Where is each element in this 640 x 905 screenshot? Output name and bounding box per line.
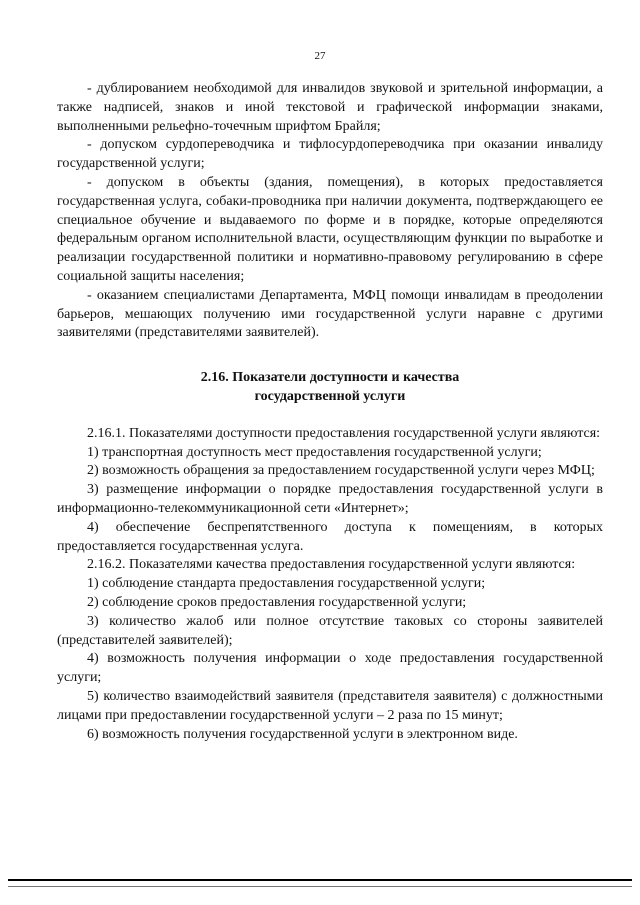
section-title (57, 369, 603, 407)
list-item: 6) возможность получения государственной услуги в электронном виде. (87, 726, 518, 742)
scan-edge-line-secondary (8, 886, 632, 887)
list-item: 3) размещение информации о порядке предоставления государственной услуги в информационно-телекоммуникационной сети «Интернет»; (57, 482, 603, 516)
list-item: 1) транспортная доступность мест предоставления государственной услуги; (87, 444, 542, 460)
list-item: 4) возможность получения информации о ходе предоставления государственной услуги; (57, 651, 603, 686)
section-title-line-1: 2.16. Показатели доступности и качества (200, 370, 460, 386)
list-item: 3) количество жалоб или полное отсутствие таковых со стороны заявителей (представителей заявителей); (57, 613, 603, 648)
paragraph: - допуском в объекты (здания, помещения), в которых предоставляется государственная услуга, собаки-проводника при наличии документа, подтверждающего ее специальное обучение и выдаваемого по форме и в порядке, которые определяются федеральным органом исполнительной власти, осуществляющим функции по выработке и реализации государственной политики и нормативно-правовому регулированию в сфере социальной защиты населения; (57, 174, 603, 284)
document-body (57, 80, 603, 744)
paragraph: 2.16.1. Показателями доступности предоставления государственной услуги являются: (87, 425, 601, 441)
section-title-line-2: государственной услуги (254, 388, 406, 404)
list-item: 1) соблюдение стандарта предоставления государственной услуги; (87, 576, 486, 592)
paragraph: - дублированием необходимой для инвалидов звуковой и зрительной информации, а также надписей, знаков и иной текстовой и графической информации знаками, выполненными рельефно-точечным шрифтом Брайля; (57, 81, 603, 134)
paragraph: - оказанием специалистами Департамента, МФЦ помощи инвалидам в преодолении барьеров, мешающих получению ими государственной услуги наравне с другими заявителями (представителями заявителей). (57, 287, 603, 341)
list-item: 2) возможность обращения за предоставлением государственной услуги через МФЦ; (87, 463, 595, 479)
scan-edge-line (8, 879, 632, 881)
list-item: 5) количество взаимодействий заявителя (представителя заявителя) с должностными лицами при предоставлении государственной услуги – 2 раза по 15 минут; (57, 688, 603, 723)
page-number: 27 (314, 50, 326, 62)
list-item: 2) соблюдение сроков предоставления государственной услуги; (87, 594, 467, 610)
list-item: 4) обеспечение беспрепятственного доступа к помещениям, в которых предоставляется государственная услуга. (57, 519, 603, 554)
paragraph: - допуском сурдопереводчика и тифлосурдопереводчика при оказании инвалиду государственной услуги; (57, 137, 603, 172)
paragraph: 2.16.2. Показателями качества предоставления государственной услуги являются: (87, 557, 576, 573)
